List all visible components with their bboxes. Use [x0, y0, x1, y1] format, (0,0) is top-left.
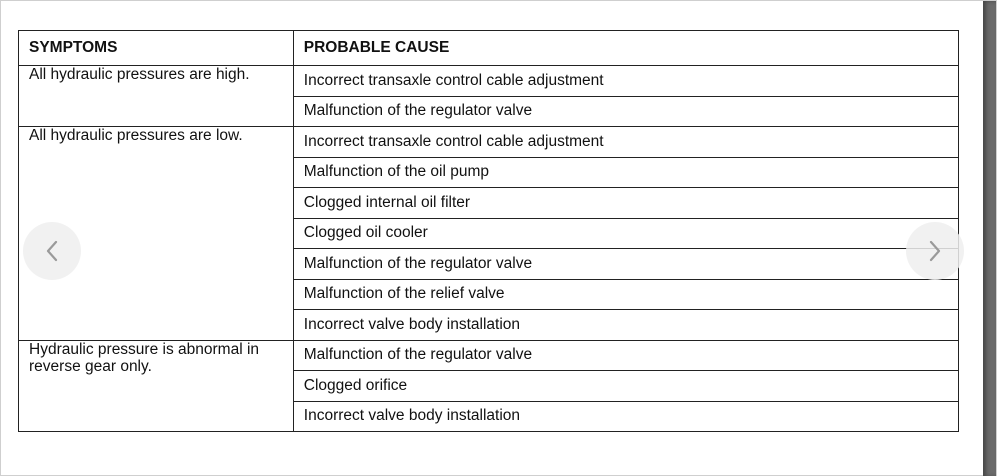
- table-row: [19, 127, 959, 158]
- carousel-prev-button[interactable]: [23, 222, 81, 280]
- cause-cell: Incorrect valve body installation: [293, 401, 958, 432]
- cause-cell: Malfunction of the oil pump: [293, 157, 958, 188]
- cause-cell: Incorrect valve body installation: [293, 310, 958, 341]
- symptom-cell: Hydraulic pressure is abnormal in reverse gear only.: [19, 340, 294, 432]
- cause-cell: Malfunction of the regulator valve: [293, 340, 958, 371]
- header-probable-cause: PROBABLE CAUSE: [293, 31, 958, 66]
- cause-cell: Clogged oil cooler: [293, 218, 958, 249]
- symptom-cell: All hydraulic pressures are high.: [19, 66, 294, 127]
- cause-cell: Malfunction of the relief valve: [293, 279, 958, 310]
- cause-cell: Clogged internal oil filter: [293, 188, 958, 219]
- troubleshooting-table: [18, 30, 959, 432]
- cause-cell: Malfunction of the regulator valve: [293, 96, 958, 127]
- table-row: [19, 340, 959, 371]
- chevron-left-icon: [45, 239, 59, 263]
- cause-cell: Incorrect transaxle control cable adjustment: [293, 66, 958, 97]
- cause-cell: Incorrect transaxle control cable adjustment: [293, 127, 958, 158]
- carousel-next-button[interactable]: [906, 222, 964, 280]
- header-symptoms: SYMPTOMS: [19, 31, 294, 66]
- table-header-row: [19, 31, 959, 66]
- table-row: [19, 66, 959, 97]
- symptom-cell: All hydraulic pressures are low.: [19, 127, 294, 341]
- cause-cell: Clogged orifice: [293, 371, 958, 402]
- window-edge: [983, 1, 996, 476]
- chevron-right-icon: [928, 239, 942, 263]
- cause-cell: Malfunction of the regulator valve: [293, 249, 958, 280]
